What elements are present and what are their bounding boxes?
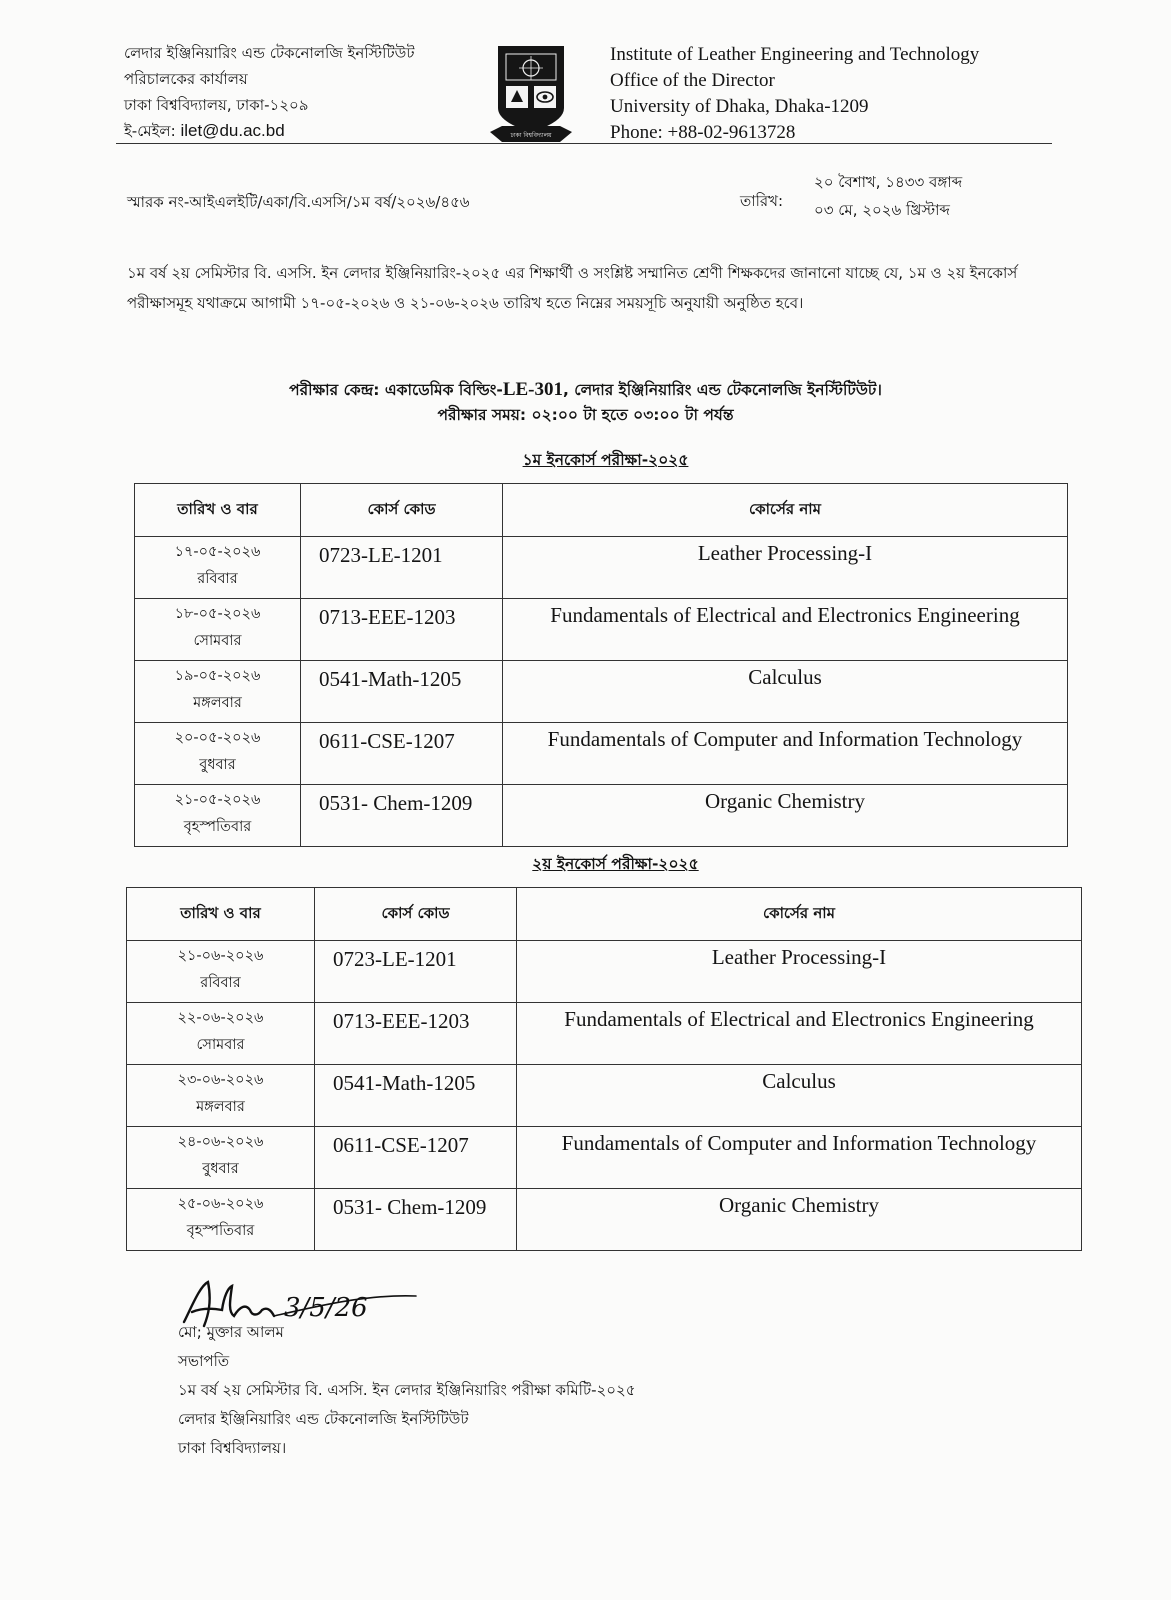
date-day-cell xyxy=(135,537,301,599)
exam-room: LE-301 xyxy=(502,379,563,400)
signatory-block xyxy=(178,1318,636,1463)
course-name: Calculus xyxy=(503,661,1068,723)
logo-banner-text: ঢাকা বিশ্ববিদ্যালয় xyxy=(510,132,552,139)
course-code: 0611-CSE-1207 xyxy=(301,723,503,785)
table-row xyxy=(135,661,1068,723)
exam-date: ২১-০৬-২০২৬ xyxy=(177,948,264,964)
course-name: Fundamentals of Computer and Information Technology xyxy=(503,723,1068,785)
exam-date: ২১-০৫-২০২৬ xyxy=(174,792,261,808)
date-day-cell xyxy=(127,1065,315,1127)
course-code: 0713-EEE-1203 xyxy=(301,599,503,661)
email-address: ilet@du.ac.bd xyxy=(180,121,285,140)
header-course-name: কোর্সের নাম xyxy=(503,484,1068,537)
date-label: তারিখ: xyxy=(740,192,784,210)
course-code: 0531- Chem-1209 xyxy=(315,1189,517,1251)
date-day-cell xyxy=(135,599,301,661)
table-row xyxy=(135,785,1068,847)
section-title-incourse1: ১ম ইনকোর্স পরীক্ষা-২০২৫ xyxy=(522,451,689,469)
email-label: ই-মেইল: xyxy=(124,122,176,140)
date-day-cell xyxy=(127,1189,315,1251)
signatory-university: ঢাকা বিশ্ববিদ্যালয়। xyxy=(178,1439,287,1457)
header-course-code: কোর্স কোড xyxy=(301,484,503,537)
office-name-bn: পরিচালকের কার্যালয় xyxy=(124,70,248,88)
date-day-cell xyxy=(127,1127,315,1189)
exam-day: বৃহস্পতিবার xyxy=(186,1223,255,1239)
exam-day: বৃহস্পতিবার xyxy=(183,819,252,835)
signatory-name: মো; মুক্তার আলম xyxy=(178,1323,284,1341)
exam-day: বুধবার xyxy=(202,1161,239,1177)
header-divider xyxy=(116,143,1052,144)
exam-day: বুধবার xyxy=(199,757,236,773)
header-course-code: কোর্স কোড xyxy=(315,888,517,941)
exam-day: রবিবার xyxy=(200,975,241,991)
phone-number: Phone: +88-02-9613728 xyxy=(610,122,796,143)
table-row xyxy=(127,1003,1082,1065)
institute-name-bn: লেদার ইঞ্জিনিয়ারিং এন্ড টেকনোলজি ইনস্টিটিউট xyxy=(124,44,415,62)
course-code: 0531- Chem-1209 xyxy=(301,785,503,847)
course-name: Fundamentals of Electrical and Electronics Engineering xyxy=(517,1003,1082,1065)
university-address-en: University of Dhaka, Dhaka-1209 xyxy=(610,96,869,117)
incourse1-schedule-table xyxy=(134,483,1068,847)
memo-number: স্মারক নং-আইএলইটি/একা/বি.এসসি/১ম বর্ষ/২০২৬/৪৫৬ xyxy=(127,193,470,211)
date-day-cell xyxy=(127,1003,315,1065)
table-row xyxy=(135,537,1068,599)
table-row xyxy=(127,1065,1082,1127)
table-row xyxy=(127,1127,1082,1189)
course-code: 0541-Math-1205 xyxy=(301,661,503,723)
exam-date: ১৯-০৫-২০২৬ xyxy=(174,668,261,684)
table-row xyxy=(127,1189,1082,1251)
university-address-bn: ঢাকা বিশ্ববিদ্যালয়, ঢাকা-১২০৯ xyxy=(124,96,309,114)
office-name-en: Office of the Director xyxy=(610,70,775,91)
date-bangla: ২০ বৈশাখ, ১৪৩৩ বঙ্গাব্দ xyxy=(814,173,963,191)
course-name: Fundamentals of Computer and Information Technology xyxy=(517,1127,1082,1189)
notice-body: ১ম বর্ষ ২য় সেমিস্টার বি. এসসি. ইন লেদার ইঞ্জিনিয়ারিং-২০২৫ এর শিক্ষার্থী ও সংশ্লিষ্ট সম্মানিত শ্রেণী শিক্ষকদের জানানো যাচ্ছে যে, ১ম ও ২য় ইনকোর্স পরীক্ষাসমূহ যথাক্রমে আগামী ১৭-০৫-২০২৬ ও ২১-০৬-২০২৬ তারিখ হতে নিম্নের সময়সূচি অনুযায়ী অনুষ্ঠিত হবে। xyxy=(127,264,1018,312)
course-name: Fundamentals of Electrical and Electronics Engineering xyxy=(503,599,1068,661)
date-day-cell xyxy=(127,941,315,1003)
date-day-cell xyxy=(135,661,301,723)
table-row xyxy=(127,941,1082,1003)
exam-centre xyxy=(0,378,1171,404)
exam-date: ২৪-০৬-২০২৬ xyxy=(177,1134,264,1150)
university-logo-icon xyxy=(488,42,574,146)
header-date-day: তারিখ ও বার xyxy=(127,888,315,941)
table-row xyxy=(135,723,1068,785)
exam-day: সোমবার xyxy=(196,1037,245,1053)
header-bengali xyxy=(124,40,415,144)
date-day-cell xyxy=(135,723,301,785)
section-title-incourse2: ২য় ইনকোর্স পরীক্ষা-২০২৫ xyxy=(532,855,699,873)
signature-date: 3/5/26 xyxy=(284,1293,368,1323)
exam-centre-suffix: , লেদার ইঞ্জিনিয়ারিং এন্ড টেকনোলজি ইনস্টিটিউট। xyxy=(563,381,882,399)
exam-date: ১৮-০৫-২০২৬ xyxy=(174,606,261,622)
course-name: Calculus xyxy=(517,1065,1082,1127)
exam-date: ২২-০৬-২০২৬ xyxy=(177,1010,264,1026)
course-name: Organic Chemistry xyxy=(503,785,1068,847)
exam-day: রবিবার xyxy=(197,571,238,587)
exam-time: পরীক্ষার সময়: ০২:০০ টা হতে ০৩:০০ টা পর্যন্ত xyxy=(437,406,734,424)
exam-day: সোমবার xyxy=(193,633,242,649)
course-name: Leather Processing-I xyxy=(517,941,1082,1003)
course-name: Leather Processing-I xyxy=(503,537,1068,599)
signatory-institute: লেদার ইঞ্জিনিয়ারিং এন্ড টেকনোলজি ইনস্টিটিউট xyxy=(178,1410,469,1428)
signatory-committee: ১ম বর্ষ ২য় সেমিস্টার বি. এসসি. ইন লেদার ইঞ্জিনিয়ারিং পরীক্ষা কমিটি-২০২৫ xyxy=(178,1381,636,1399)
exam-date: ২৫-০৬-২০২৬ xyxy=(177,1196,264,1212)
course-code: 0541-Math-1205 xyxy=(315,1065,517,1127)
signatory-designation: সভাপতি xyxy=(178,1352,230,1370)
date-gregorian: ০৩ মে, ২০২৬ খ্রিস্টাব্দ xyxy=(814,201,950,219)
email-line xyxy=(124,118,415,144)
course-name: Organic Chemistry xyxy=(517,1189,1082,1251)
exam-day: মঙ্গলবার xyxy=(196,1099,245,1115)
institute-name-en: Institute of Leather Engineering and Technology xyxy=(610,44,980,65)
exam-centre-prefix: পরীক্ষার কেন্দ্র: একাডেমিক বিল্ডিং- xyxy=(289,381,503,399)
incourse2-schedule-table xyxy=(126,887,1082,1251)
header-course-name: কোর্সের নাম xyxy=(517,888,1082,941)
exam-date: ২৩-০৬-২০২৬ xyxy=(177,1072,264,1088)
exam-day: মঙ্গলবার xyxy=(193,695,242,711)
course-code: 0723-LE-1201 xyxy=(301,537,503,599)
table-row xyxy=(135,599,1068,661)
header-date-day: তারিখ ও বার xyxy=(135,484,301,537)
date-block xyxy=(814,168,962,224)
exam-date: ১৭-০৫-২০২৬ xyxy=(174,544,261,560)
date-day-cell xyxy=(135,785,301,847)
course-code: 0713-EEE-1203 xyxy=(315,1003,517,1065)
course-code: 0723-LE-1201 xyxy=(315,941,517,1003)
course-code: 0611-CSE-1207 xyxy=(315,1127,517,1189)
table-header-row xyxy=(127,888,1082,941)
exam-date: ২০-০৫-২০২৬ xyxy=(174,730,261,746)
header-english xyxy=(610,42,979,146)
table-header-row xyxy=(135,484,1068,537)
